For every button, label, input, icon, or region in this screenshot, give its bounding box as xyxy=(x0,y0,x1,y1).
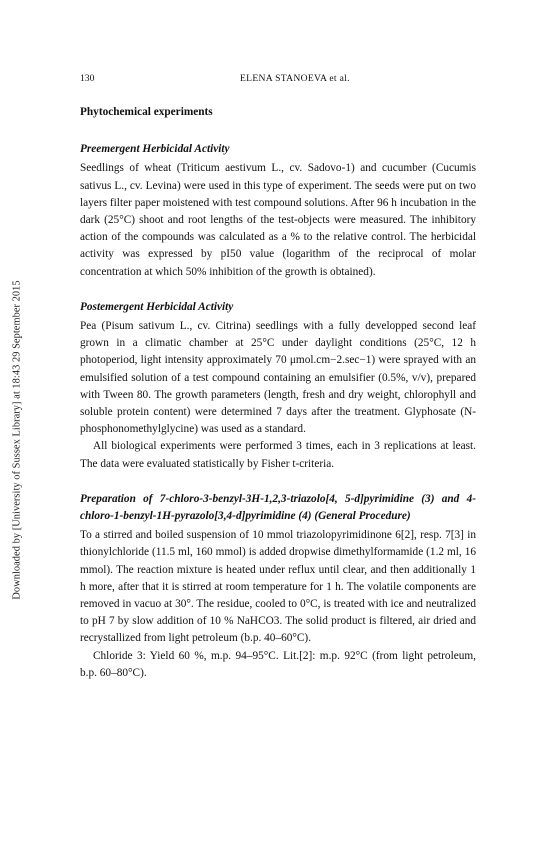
running-header xyxy=(80,73,475,87)
running-title: ELENA STANOEVA et al. xyxy=(240,73,350,84)
preparation-paragraph-1: To a stirred and boiled suspension of 10 mmol triazolopyrimidinone 6[2], resp. 7[3] in thionylchloride (11.5 ml, 160 mmol) is added dropwise dimethylformamide (1.2 ml, 16 mmol). The reaction mixture is heated under reflux until clear, and then additionally 1 h more, after that it is stirred at room temperature for 1 h. The volatile components are removed in vacuo at 30°. The residue, cooled to 0°C, is treated with ice and neutralized to pH 7 by slow addition of 10 % NaHCO3. The solid product is filtered, air dried and recrystallized from light petroleum (b.p. 40–60°C). xyxy=(80,529,476,645)
page-number: 130 xyxy=(80,73,95,84)
article-body xyxy=(80,104,476,682)
preemergent-heading: Preemergent Herbicidal Activity xyxy=(80,143,230,156)
postemergent-heading: Postemergent Herbicidal Activity xyxy=(80,300,234,313)
download-watermark xyxy=(2,160,32,720)
postemergent-paragraph-2: All biological experiments were performed 3 times, each in 3 replications at least. The data were evaluated statistically by Fisher t-criteria. xyxy=(80,440,476,470)
preparation-paragraph-2: Chloride 3: Yield 60 %, m.p. 94–95°C. Lit.[2]: m.p. 92°C (from light petroleum, b.p. 60–80°C). xyxy=(80,649,476,679)
postemergent-paragraph-1: Pea (Pisum sativum L., cv. Citrina) seedlings with a fully developped second leaf grown in a climatic chamber at 25°C under daylight conditions (25°C, 12 h photoperiod, light intensity approximately 70 μmol.cm−2.sec−1) were sprayed with an emulsified solution of a test compound containing an emulsifier (0.5%, v/v), prepared with Tween 80. The growth parameters (length, fresh and dry weight, chlorophyll and soluble protein content) were determined 7 days after the treatment. Glyphosate (N-phosphonomethylglycine) was used as a standard. xyxy=(80,320,476,436)
preparation-heading: Preparation of 7-chloro-3-benzyl-3H-1,2,3-triazolo[4, 5-d]pyrimidine (3) and 4-chloro-1-benzyl-1H-pyrazolo[3,4-d]pyrimidine (4) (General Procedure) xyxy=(80,492,476,523)
preemergent-paragraph: Seedlings of wheat (Triticum aestivum L., cv. Sadovo-1) and cucumber (Cucumis sativus L., cv. Levina) were used in this type of experiment. The seeds were put on two layers filter paper moistened with test compound solutions. After 96 h incubation in the dark (25°C) shoot and root lengths of the test-objects were measured. The inhibitory action of the compounds was calculated as a % to the relative control. The herbicidal activity was expressed by pI50 value (logarithm of the reciprocal of molar concentration at which 50% inhibition of the growth is obtained). xyxy=(80,162,476,278)
download-watermark-text: Downloaded by [University of Sussex Library] at 18:43 29 September 2015 xyxy=(11,280,23,600)
section-title: Phytochemical experiments xyxy=(80,106,213,118)
